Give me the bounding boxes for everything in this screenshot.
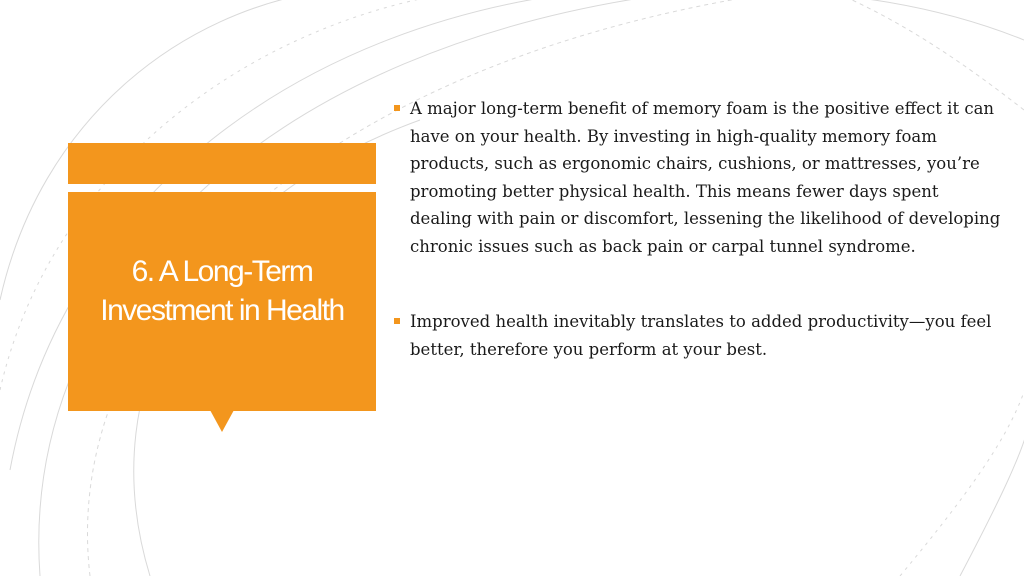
slide-title: 6. A Long-Term Investment in Health bbox=[100, 254, 344, 327]
bullet-text: Improved health inevitably translates to added productivity—you feel better, therefore you perform at your best. bbox=[410, 312, 992, 359]
bullet-list bbox=[392, 95, 1004, 363]
title-accent-strip bbox=[68, 143, 376, 184]
bullet-item bbox=[392, 95, 1004, 260]
bullet-item bbox=[392, 308, 1004, 363]
bullet-text: A major long-term benefit of memory foam is the positive effect it can have on your health. By investing in high-quality memory foam products, such as ergonomic chairs, cushions, or mattresses, you’re promoting better physical health. This means fewer days spent dealing with pain or discomfort, lessening the likelihood of developing chronic issues such as back pain or carpal tunnel syndrome. bbox=[410, 99, 1001, 256]
square-bullet-icon bbox=[394, 105, 400, 111]
title-box bbox=[68, 192, 376, 411]
square-bullet-icon bbox=[394, 318, 400, 324]
title-pointer-arrow bbox=[210, 410, 234, 432]
